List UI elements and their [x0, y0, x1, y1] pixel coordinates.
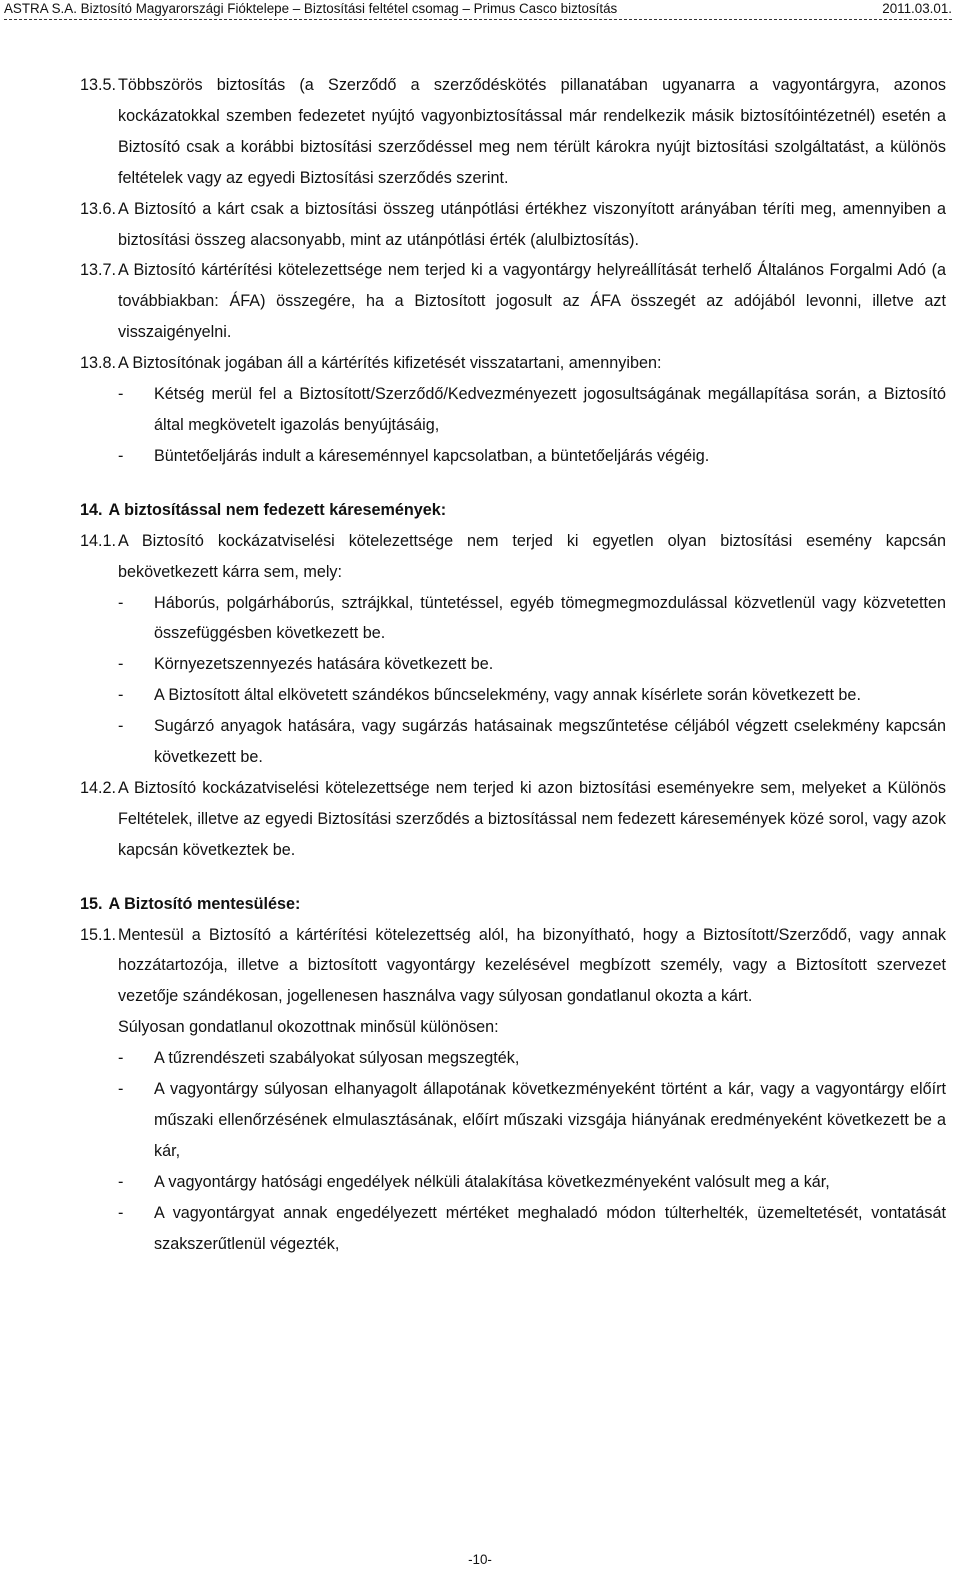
clause-text: Többszörös biztosítás (a Szerződő a szerződéskötés pillanatában ugyanarra a vagyontárgyra, azonos kockázatokkal szemben fedezetet nyújtó vagyonbiztosítással már rendelkezik másik biztosítóintézetnél) esetén a Biztosító csak a korábbi biztosítási szerződéssel meg nem térült károkra nyújt biztosítási szolgáltatást, a különös feltételek vagy az egyedi Biztosítási szerződés szerint.	[118, 76, 946, 187]
dash-marker: -	[118, 593, 124, 612]
list-item-text: Kétség merül fel a Biztosított/Szerződő/Kedvezményezett jogosultságának megállapítása során, a Biztosító által megkövetelt igazolás benyújtásáig,	[154, 385, 946, 434]
dash-marker: -	[118, 446, 124, 465]
section-number: 14.	[80, 500, 103, 519]
page-header	[4, 0, 952, 17]
dash-marker: -	[118, 1080, 124, 1099]
list-item-text: A vagyontárgyat annak engedélyezett mértéket meghaladó módon túlterhelték, üzemeltetését, vontatását szakszerűtlenül végezték,	[154, 1203, 946, 1253]
list-item-text: A tűzrendészeti szabályokat súlyosan megszegték,	[154, 1049, 520, 1068]
clause-15-1	[80, 920, 946, 1013]
clause-text: Mentesül a Biztosító a kártérítési kötelezettség alól, ha bizonyítható, hogy a Biztosított/Szerződő, vagy annak hozzátartozója, illetve a biztosított vagyontárgy kezelésével megbízott személy, vagy a Biztosított szervezet vezetője szándékosan, jogellenesen használva vagy súlyosan gondatlanul okozta a kárt.	[118, 925, 946, 1006]
list-item-text: A vagyontárgy súlyosan elhanyagolt állapotának következményeként történt a kár, vagy a vagyontárgy előírt műszaki ellenőrzésének elmulasztásának, előírt műszaki vizsgája hiányának eredményeként következett be a kár,	[154, 1080, 946, 1160]
dash-marker: -	[118, 686, 124, 705]
list-item-text: Büntetőeljárás indult a káreseménnyel kapcsolatban, a büntetőeljárás végéig.	[154, 446, 710, 465]
header-rule	[4, 19, 952, 20]
clause-subtext	[118, 1012, 946, 1043]
clause-number: 13.6.	[80, 199, 117, 218]
section-title: A Biztosító mentesülése:	[108, 894, 301, 913]
dash-marker: -	[118, 1203, 124, 1222]
list-item	[118, 680, 946, 711]
dash-marker: -	[118, 385, 124, 404]
dash-marker: -	[118, 1049, 124, 1068]
document-body	[0, 70, 960, 1260]
clause-number: 13.7.	[80, 261, 117, 280]
dash-marker: -	[118, 717, 124, 736]
section-heading-15	[80, 889, 960, 920]
section-title: A biztosítással nem fedezett káresemények:	[108, 500, 447, 519]
list-item-text: Sugárzó anyagok hatására, vagy sugárzás hatásainak megszűntetése céljából végzett cselekmény kapcsán következett be.	[154, 717, 946, 767]
section-number: 15.	[80, 894, 103, 913]
clause-number: 13.8.	[80, 354, 117, 373]
clause-text: A Biztosító kockázatviselési kötelezettsége nem terjed ki azon biztosítási eseményekre sem, melyeket a Különös Feltételek, illetve az egyedi Biztosítási szerződés a biztosítással nem fedezett káresemények közé sorol, vagy azok kapcsán következtek be.	[118, 778, 946, 859]
clause-number: 14.2.	[80, 778, 117, 797]
list-item-text: A Biztosított által elkövetett szándékos bűncselekmény, vagy annak kísérlete során következett be.	[154, 686, 861, 705]
list-item-text: A vagyontárgy hatósági engedélyek nélküli átalakítása következményeként valósult meg a kár,	[154, 1172, 830, 1191]
list-item	[118, 649, 946, 680]
dash-marker: -	[118, 655, 124, 674]
page-number: -10-	[468, 1552, 492, 1567]
clause-13-6	[80, 194, 946, 256]
clause-number: 13.5.	[80, 76, 117, 94]
list-item	[118, 1043, 946, 1074]
section-heading-14	[80, 495, 960, 526]
list-item	[118, 711, 946, 773]
clause-text: A Biztosító kockázatviselési kötelezettsége nem terjed ki egyetlen olyan biztosítási esemény kapcsán bekövetkezett kárra sem, mely:	[118, 531, 946, 581]
list-item	[118, 441, 946, 472]
list-item-text: Környezetszennyezés hatására következett be.	[154, 655, 494, 674]
list-item	[118, 1167, 946, 1198]
list-item	[118, 1074, 946, 1167]
clause-14-2	[80, 773, 946, 866]
header-title: ASTRA S.A. Biztosító Magyarországi Fióktelepe – Biztosítási feltétel csomag – Primus Casco biztosítás	[4, 1, 618, 16]
dash-marker: -	[118, 1172, 124, 1191]
list-item	[118, 379, 946, 441]
clause-text: A Biztosító kártérítési kötelezettsége nem terjed ki a vagyontárgy helyreállítását terhelő Általános Forgalmi Adó (a továbbiakban: ÁFA) összegére, ha a Biztosított jogosult az ÁFA összegét az adójából levonni, illetve azt visszaigényelni.	[118, 261, 946, 342]
clause-number: 14.1.	[80, 531, 117, 550]
list-item	[118, 588, 946, 650]
clause-14-1	[80, 526, 946, 588]
header-date: 2011.03.01.	[882, 1, 952, 16]
clause-13-7	[80, 255, 946, 348]
clause-number: 15.1.	[80, 925, 117, 944]
clause-subtext-text: Súlyosan gondatlanul okozottnak minősül különösen:	[118, 1018, 499, 1037]
list-item	[118, 1198, 946, 1260]
list-item-text: Háborús, polgárháborús, sztrájkkal, tüntetéssel, egyéb tömegmegmozdulással közvetlenül vagy közvetetten összefüggésben következett be.	[154, 593, 946, 643]
clause-text: A Biztosító a kárt csak a biztosítási összeg utánpótlási értékhez viszonyított arányában téríti meg, amennyiben a biztosítási összeg alacsonyabb, mint az utánpótlási érték (alulbiztosítás).	[118, 199, 946, 249]
clause-13-8	[80, 348, 946, 379]
clause-text: A Biztosítónak jogában áll a kártérítés kifizetését visszatartani, amennyiben:	[118, 354, 662, 373]
clause-13-5	[80, 70, 946, 194]
